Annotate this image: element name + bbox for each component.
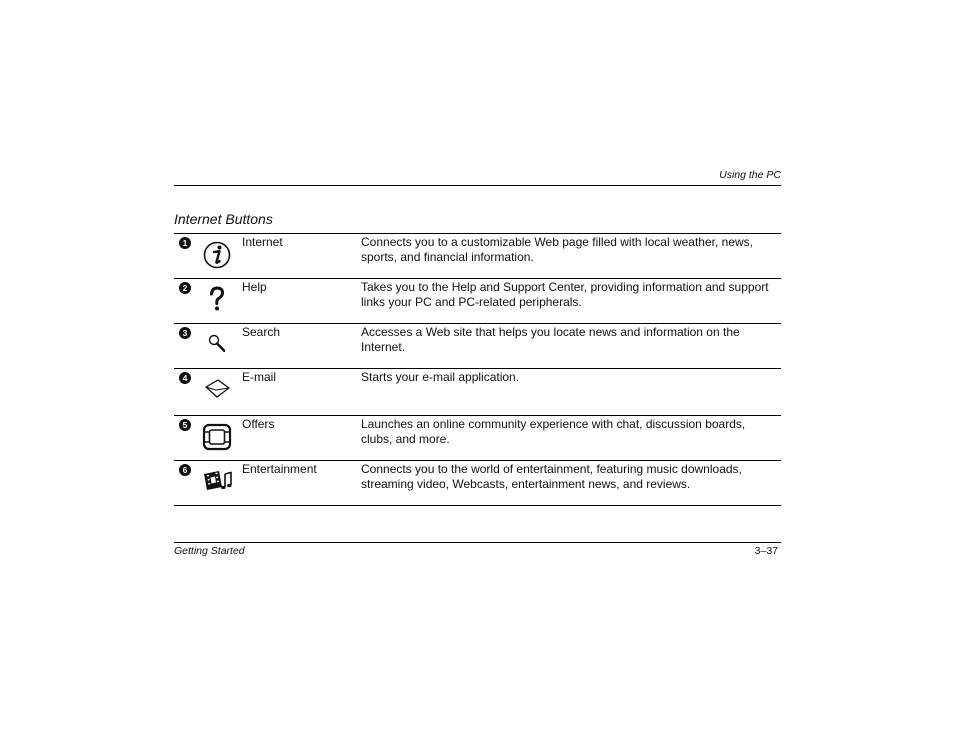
magnifier-icon xyxy=(201,328,233,360)
button-description: Connects you to a customizable Web page filled with local weather, news, sports, and financial information. xyxy=(361,235,753,264)
footer-book-title: Getting Started xyxy=(174,545,245,557)
offers-tag-icon xyxy=(201,420,233,452)
row-number: 1 xyxy=(179,237,191,249)
table-row-offers xyxy=(174,416,781,461)
question-mark-icon xyxy=(201,283,233,315)
running-header: Using the PC xyxy=(719,169,781,181)
button-description: Starts your e-mail application. xyxy=(361,370,520,384)
row-number: 3 xyxy=(179,327,191,339)
table-row-search xyxy=(174,324,781,369)
info-icon xyxy=(201,238,233,270)
button-description: Launches an online community experience with chat, discussion boards, clubs, and more. xyxy=(361,417,746,446)
button-name: Offers xyxy=(242,417,275,431)
row-number: 5 xyxy=(179,419,191,431)
internet-buttons-table xyxy=(174,233,781,506)
entertainment-film-music-icon xyxy=(201,465,233,497)
button-description: Connects you to the world of entertainment, featuring music downloads, streaming video, Webcasts, entertainment news, and reviews. xyxy=(361,462,742,491)
page-number: 3–37 xyxy=(754,545,778,557)
table-row-help xyxy=(174,279,781,324)
button-name: E-mail xyxy=(242,370,277,384)
button-description: Accesses a Web site that helps you locate news and information on the Internet. xyxy=(361,325,740,354)
header-rule xyxy=(174,185,781,186)
table-row-internet xyxy=(174,234,781,279)
button-name: Help xyxy=(242,280,267,294)
section-title: Internet Buttons xyxy=(174,211,273,227)
envelope-icon xyxy=(201,373,233,405)
footer-rule xyxy=(174,542,781,543)
table-row-email xyxy=(174,369,781,416)
button-name: Search xyxy=(242,325,281,339)
row-number: 2 xyxy=(179,282,191,294)
button-name: Internet xyxy=(242,235,283,249)
row-number: 4 xyxy=(179,372,191,384)
table-row-entertainment xyxy=(174,461,781,506)
button-description: Takes you to the Help and Support Center, providing information and support links your PC and PC-related peripherals. xyxy=(361,280,769,309)
row-number: 6 xyxy=(179,464,191,476)
button-name: Entertainment xyxy=(242,462,317,476)
